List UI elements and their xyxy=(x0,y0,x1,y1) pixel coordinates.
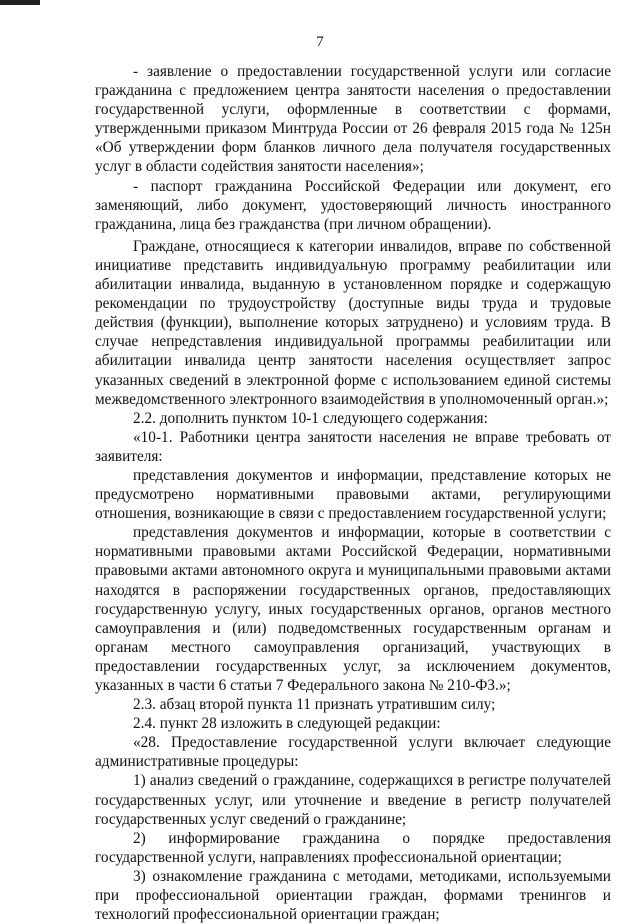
paragraph-28: «28. Предоставление государственной услуги включает следующие административные процедуры: xyxy=(95,734,611,771)
paragraph-2-3: 2.3. абзац второй пункта 11 признать утратившим силу; xyxy=(133,696,496,714)
paragraph-10-1: «10-1. Работники центра занятости населения не вправе требовать от заявителя: xyxy=(95,428,611,465)
paragraph-documents-in-possession: представления документов и информации, которые в соответствии с нормативными правовыми актами Российской Федерации, нормативными правовыми актами автономного округа и муниципальными правовыми актами находятся в распоряжении государственных органов, предоставляющих государственную услугу, иных государственных органов, органов местного самоуправления и (или) подведомственных государственным органам и органам местного самоуправления организаций, участвующих в предоставлении государственных услуг, за исключением документов, указанных в части 6 статьи 7 Федерального закона № 210-ФЗ.»; xyxy=(95,524,611,694)
paragraph-passport: - паспорт гражданина Российской Федерации или документ, его заменяющий, либо документ, удостоверяющий личность иностранного гражданина, лица без гражданства (при личном обращении). xyxy=(95,177,611,233)
scan-edge-mark xyxy=(0,0,40,5)
paragraph-2-4: 2.4. пункт 28 изложить в следующей редакции: xyxy=(133,715,441,733)
list-item-1: 1) анализ сведений о гражданине, содержащихся в регистре получателей государственных услуг, или уточнение и введение в регистр получателей государственных услуг сведений о гражданине; xyxy=(95,772,611,828)
page-number: 7 xyxy=(316,34,324,50)
paragraph-documents-not-required: представления документов и информации, представление которых не предусмотрено нормативными правовыми актами, регулирующими отношения, возникающие в связи с предоставлением государственной услуги; xyxy=(95,466,611,523)
document-body xyxy=(95,62,611,924)
list-item-2: 2) информирование гражданина о порядке предоставления государственной услуги, направлениях профессиональной ориентации; xyxy=(95,829,611,866)
paragraph-2-2: 2.2. дополнить пунктом 10-1 следующего содержания: xyxy=(133,409,488,427)
list-item-3: 3) ознакомление гражданина с методами, методиками, используемыми при профессиональной ориентации граждан, формами тренингов и технологий профессиональной ориентации граждан; xyxy=(95,867,611,924)
paragraph-disabled-citizens: Граждане, относящиеся к категории инвалидов, вправе по собственной инициативе представить индивидуальную программу реабилитации или абилитации инвалида, выданную в установленном порядке и содержащую рекомендации по трудоустройству (доступные виды труда и трудовые действия (функции), выполнение которых затруднено) и условиям труда. В случае непредставления индивидуальной программы реабилитации или абилитации инвалида центр занятости населения осуществляет запрос указанных сведений в электронной форме с использованием единой системы межведомственного электронного взаимодействия в уполномоченный орган.»; xyxy=(95,237,611,408)
paragraph-application: - заявление о предоставлении государственной услуги или согласие гражданина с предложением центра занятости населения о предоставлении государственной услуги, оформленные в соответствии с формами, утвержденными приказом Минтруда России от 26 февраля 2015 года № 125н «Об утверждении форм бланков личного дела получателя государственных услуг в области содействия занятости населения»; xyxy=(95,63,611,176)
